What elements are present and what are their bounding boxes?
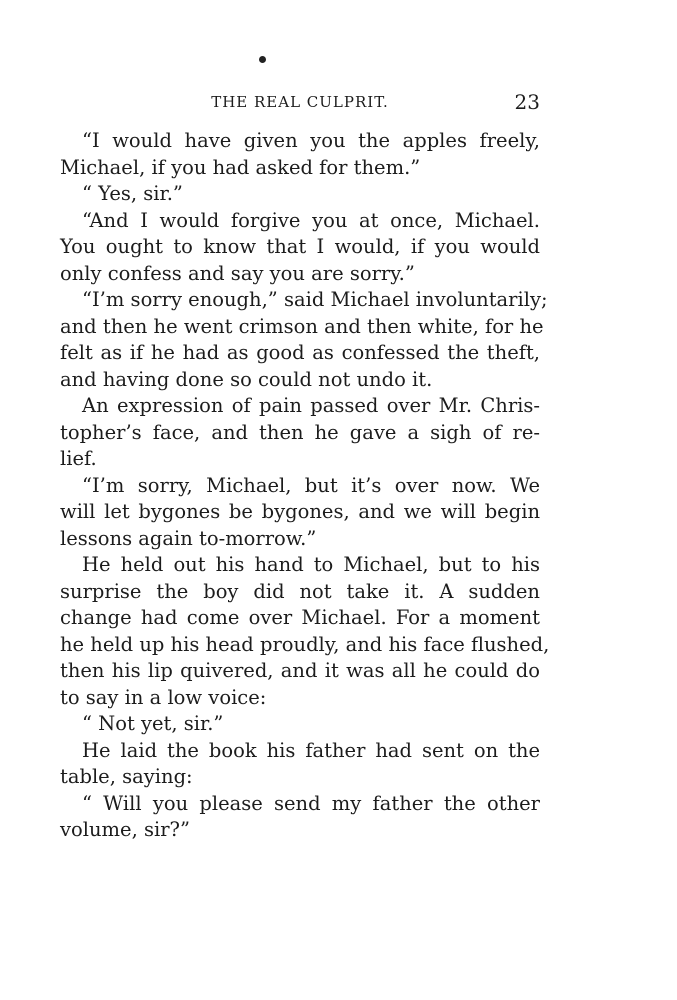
text-line: Michael, if you had asked for them.” <box>60 155 421 179</box>
page-number: 23 <box>514 90 540 114</box>
text-line: “And I would forgive you at once, Michael. <box>82 208 540 232</box>
text-line: “ Yes, sir.” <box>82 182 183 205</box>
text-line: only confess and say you are sorry.” <box>60 261 415 285</box>
text-line: “I would have given you the apples freely, <box>82 129 540 152</box>
text-line: felt as if he had as good as confessed the theft, <box>60 341 540 364</box>
text-line: surprise the boy did not take it. A sudden <box>60 579 540 603</box>
text-line: He laid the book his father had sent on the <box>82 738 540 762</box>
text-line: topher’s face, and then he gave a sigh of re- <box>60 420 540 444</box>
printer-mark <box>259 56 266 63</box>
text-line: “ Not yet, sir.” <box>82 712 224 735</box>
text-line: “I’m sorry, Michael, but it’s over now. We <box>82 473 540 497</box>
text-line: He held out his hand to Michael, but to his <box>82 553 540 576</box>
text-line: volume, sir?” <box>60 818 190 841</box>
running-title: THE REAL CULPRIT. <box>211 93 389 111</box>
text-line: he held up his head proudly, and his face flushed, <box>60 632 550 656</box>
text-line: and then he went crimson and then white, for he <box>60 314 544 338</box>
running-head <box>60 90 540 117</box>
text-line: An expression of pain passed over Mr. Chris- <box>82 394 540 417</box>
text-line: You ought to know that I would, if you would <box>60 235 540 258</box>
text-line: then his lip quivered, and it was all he could do <box>60 659 540 682</box>
text-line: table, saying: <box>60 765 193 788</box>
text-line: change had come over Michael. For a moment <box>60 606 540 629</box>
text-line: lessons again to-morrow.” <box>60 526 317 550</box>
text-line: to say in a low voice: <box>60 685 267 709</box>
text-line: and having done so could not undo it. <box>60 367 433 391</box>
page-body <box>60 128 550 844</box>
text-line: “I’m sorry enough,” said Michael involuntarily; <box>82 288 548 311</box>
text-line: “ Will you please send my father the other <box>82 791 540 815</box>
text-line: lief. <box>60 447 97 470</box>
text-line: will let bygones be bygones, and we will begin <box>60 500 540 523</box>
